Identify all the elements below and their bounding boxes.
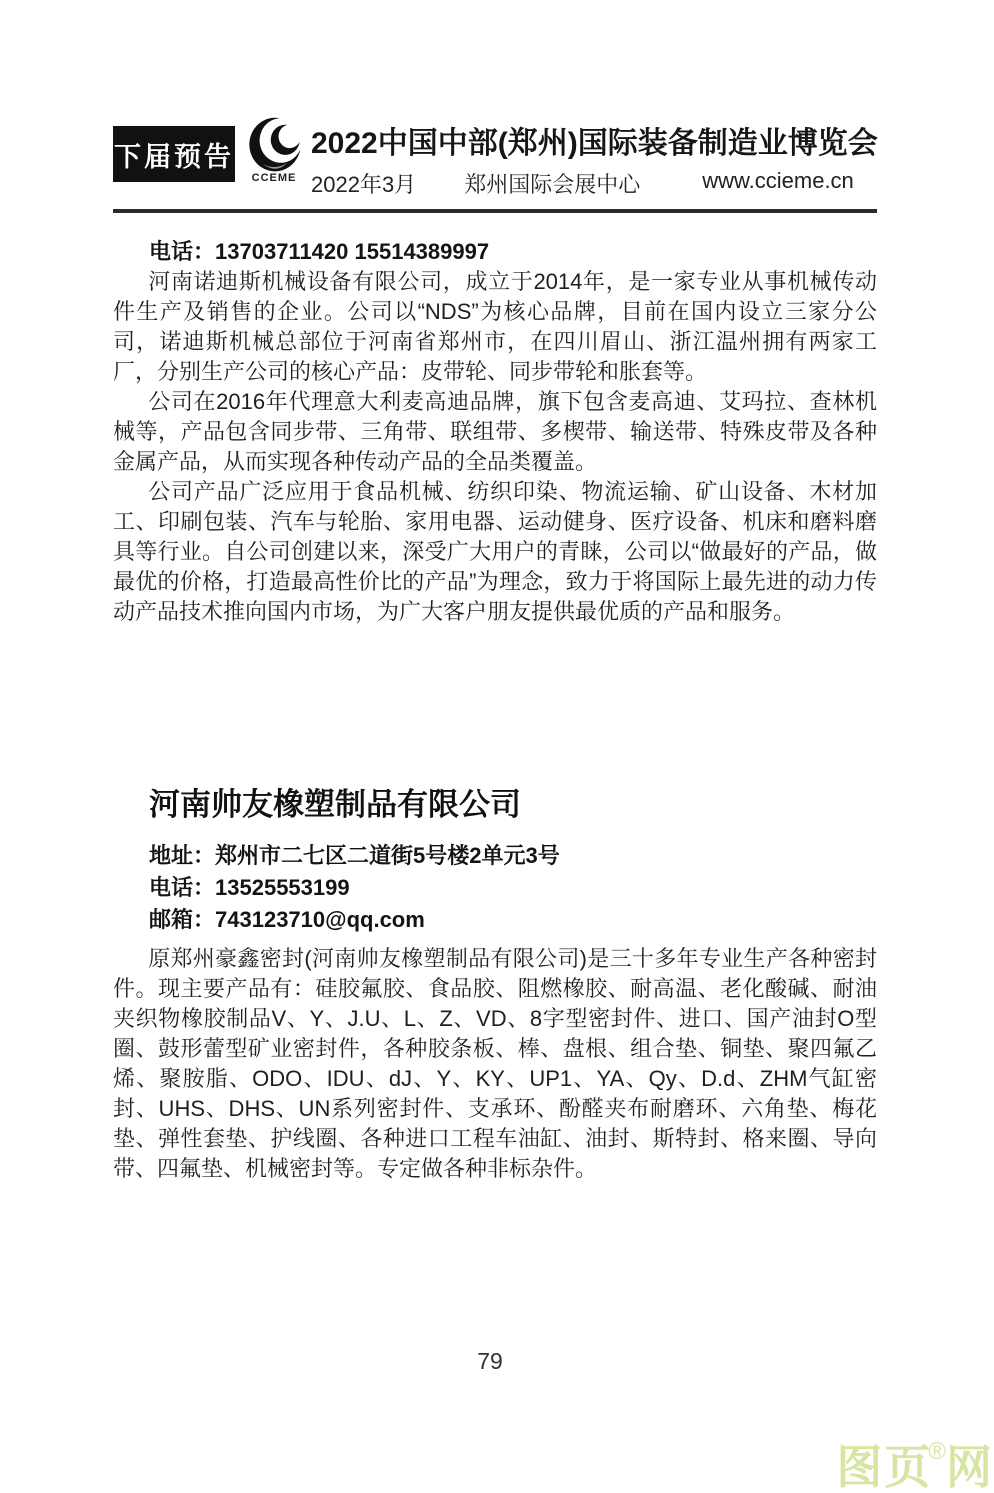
company1-paragraph-1: 河南诺迪斯机械设备有限公司，成立于2014年，是一家专业从事机械传动件生产及销售的企业。公司以“NDS”为核心品牌，目前在国内设立三家分公司，诺迪斯机械总部位于河南省郑州市，在四川眉山、浙江温州拥有两家工厂，分别生产公司的核心产品：皮带轮、同步带轮和胀套等。 [113, 269, 877, 384]
phone-value: 13525553199 [215, 875, 350, 900]
company1-paragraph-2: 公司在2016年代理意大利麦高迪品牌，旗下包含麦高迪、艾玛拉、查林机械等，产品包含同步带、三角带、联组带、多楔带、输送带、特殊皮带及各种金属产品，从而实现各种传动产品的全品类覆盖。 [113, 389, 877, 474]
company2-phone-line [113, 872, 877, 904]
page-content [113, 112, 877, 1184]
expo-venue: 郑州国际会展中心 [464, 172, 641, 197]
watermark-text-left: 图页 [836, 1441, 933, 1493]
registered-mark-icon: ® [928, 1437, 948, 1465]
watermark-tuyeww [836, 1437, 994, 1493]
crescent-logo-icon [243, 116, 305, 174]
phone-label: 电话： [149, 239, 216, 264]
page-number: 79 [477, 1348, 503, 1374]
address-value: 郑州市二七区二道街5号楼2单元3号 [215, 843, 560, 868]
expo-website: www.ccieme.cn [702, 168, 854, 193]
address-label: 地址： [149, 843, 216, 868]
expo-subtitle-row [311, 168, 877, 199]
expo-title: 2022中国中部(郑州)国际装备制造业博览会 [311, 127, 878, 160]
company1-phone-line [113, 237, 877, 267]
company2-name: 河南帅友橡塑制品有限公司 [149, 787, 521, 822]
expo-date: 2022年3月 [311, 172, 417, 197]
company2-section [113, 779, 877, 1184]
email-value: 743123710@qq.com [215, 907, 425, 932]
phone-label: 电话： [149, 875, 216, 900]
cceme-logo-text: CCEME [251, 172, 297, 184]
expo-header-text [311, 112, 877, 199]
header-divider [113, 209, 877, 213]
cceme-logo [243, 116, 305, 184]
watermark-text-right: 网 [946, 1441, 994, 1493]
phone-numbers: 13703711420 15514389997 [215, 239, 490, 264]
company2-paragraph: 原郑州豪鑫密封(河南帅友橡塑制品有限公司)是三十多年专业生产各种密封件。现主要产品有：硅胶氟胶、食品胶、阻燃橡胶、耐高温、老化酸碱、耐油夹织物橡胶制品V、Y、J.U、L、Z、VD、8字型密封件、进口、国产油封O型圈、鼓形蕾型矿业密封件，各种胶条板、棒、盘根、组合垫、铜垫、聚四氟乙烯、聚胺脂、ODO、IDU、dJ、Y、KY、UP1、YA、Qy、D.d、ZHM气缸密封、UHS、DHS、UN系列密封件、支承环、酚醛夹布耐磨环、六角垫、梅花垫、弹性套垫、护线圈、各种进口工程车油缸、油封、斯特封、格来圈、导向带、四氟垫、机械密封等。专定做各种非标杂件。 [113, 946, 877, 1181]
company2-email-line [113, 904, 877, 936]
company2-address-line [113, 840, 877, 872]
email-label: 邮箱： [149, 907, 216, 932]
company1-paragraph-3: 公司产品广泛应用于食品机械、纺织印染、物流运输、矿山设备、木材加工、印刷包装、汽车与轮胎、家用电器、运动健身、医疗设备、机床和磨料磨具等行业。自公司创建以来，深受广大用户的青睐，公司以“做最好的产品，做最优的价格，打造最高性价比的产品”为理念，致力于将国际上最先进的动力传动产品技术推向国内市场，为广大客户朋友提供最优质的产品和服务。 [113, 479, 877, 624]
next-expo-badge: 下届预告 [113, 126, 235, 182]
expo-header [113, 112, 877, 199]
company1-section [113, 237, 877, 627]
